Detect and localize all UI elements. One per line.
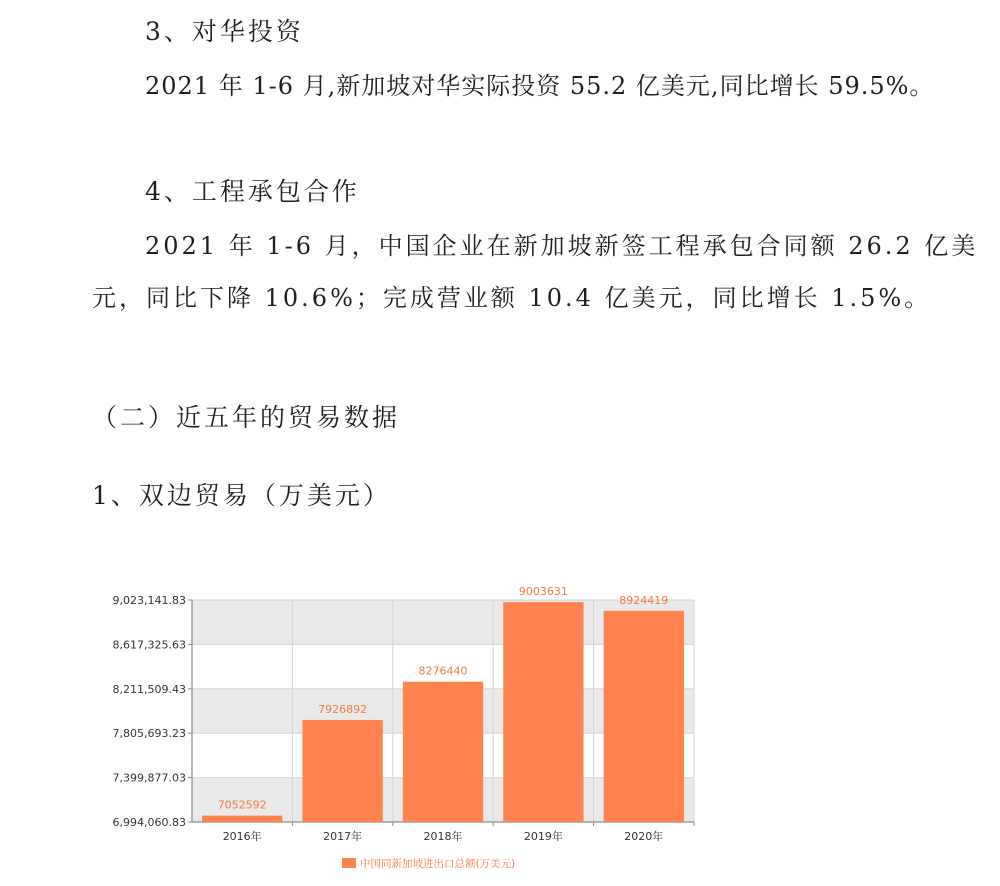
x-tick-label: 2019年 [523,830,563,843]
bar [302,720,382,822]
bilateral-trade-heading: 1、双边贸易（万美元） [92,481,391,510]
investment-heading: 3、对华投资 [145,17,304,46]
y-tick-label: 7,805,693.23 [112,727,186,741]
bar-chart-svg [92,572,702,882]
investment-paragraph: 2021 年 1-6 月,新加坡对华实际投资 55.2 亿美元,同比增长 59.5%。 [145,72,935,100]
trade-data-heading: （二）近五年的贸易数据 [92,403,401,432]
bar [604,611,684,822]
x-tick-label: 2020年 [624,830,664,843]
x-tick-label: 2017年 [323,830,363,843]
bar [403,682,483,822]
bar-data-label: 8276440 [418,664,468,678]
contracting-paragraph-line2: 元，同比下降 10.6%；完成营业额 10.4 亿美元，同比增长 1.5%。 [92,284,932,312]
contracting-paragraph-line1: 2021 年 1-6 月，中国企业在新加坡新签工程承包合同额 26.2 亿美 [145,232,979,260]
y-tick-label: 8,211,509.43 [112,682,186,696]
bar-data-label: 8924419 [619,593,669,607]
y-tick-label: 7,399,877.03 [112,771,186,785]
x-tick-label: 2018年 [423,830,463,843]
bar-data-label: 7926892 [318,702,368,716]
bar-data-label: 7052592 [217,798,267,812]
x-tick-label: 2016年 [222,830,262,843]
bar [202,816,282,822]
y-tick-label: 6,994,060.83 [112,816,186,829]
y-tick-label: 9,023,141.83 [112,594,186,607]
bilateral-trade-chart [92,572,702,882]
contracting-heading: 4、工程承包合作 [145,177,360,206]
bar [503,602,583,822]
y-tick-label: 8,617,325.63 [112,638,186,652]
legend-swatch [342,858,356,868]
legend-label: 中国同新加坡进出口总额(万美元) [360,858,516,870]
bar-data-label: 9003631 [518,585,568,599]
